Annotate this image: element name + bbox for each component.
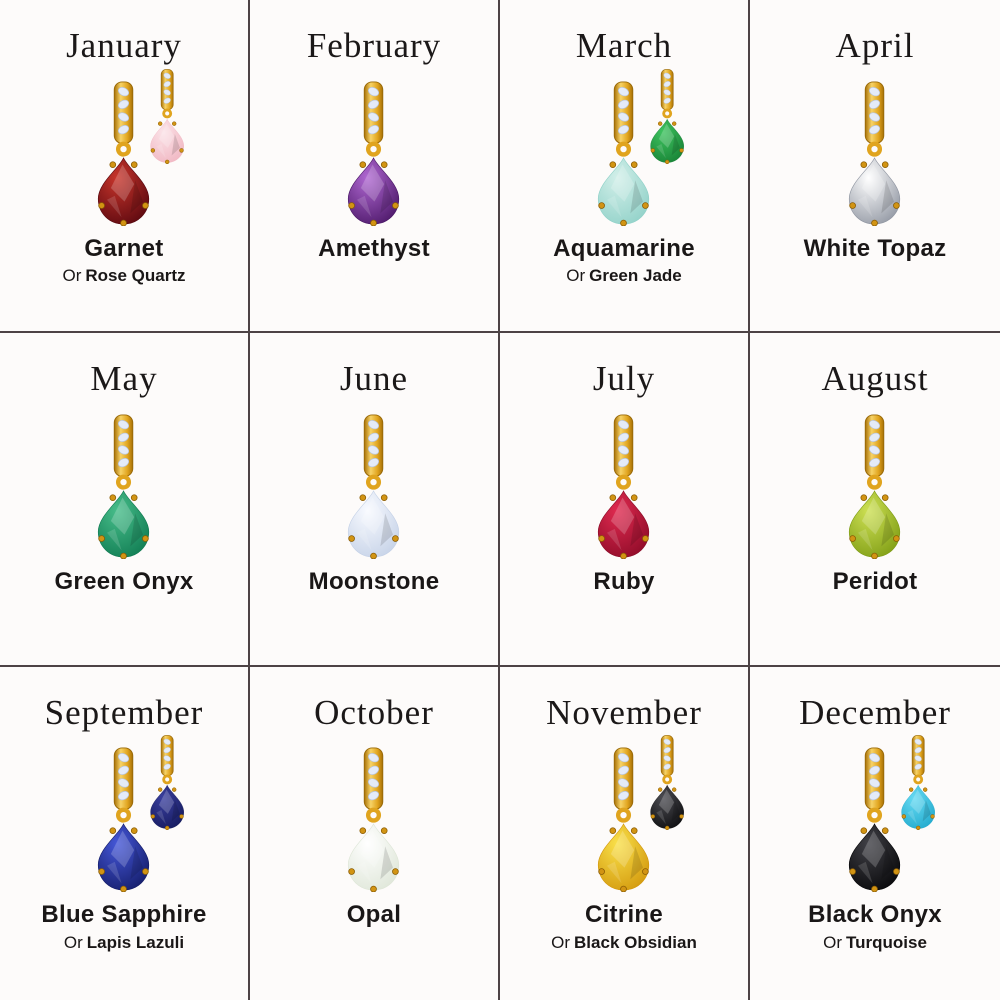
prong xyxy=(872,553,878,559)
prong xyxy=(371,220,377,226)
prong xyxy=(621,220,627,226)
prong xyxy=(110,495,116,501)
prong xyxy=(651,815,655,819)
earring-main xyxy=(335,746,413,892)
prong xyxy=(916,826,920,830)
gold-loop xyxy=(368,477,379,488)
prong xyxy=(850,202,856,208)
green-onyx-earring-graphic xyxy=(85,413,163,559)
gold-loop xyxy=(618,143,629,154)
earring-main xyxy=(335,413,413,559)
prong xyxy=(882,828,888,834)
gem-name: Garnet xyxy=(84,234,164,262)
alt-prefix: Or xyxy=(566,265,586,285)
prong xyxy=(861,161,867,167)
earring-main xyxy=(836,413,914,559)
prong xyxy=(893,535,899,541)
rose-quartz-earring-graphic xyxy=(142,68,193,164)
alt-prefix: Or xyxy=(63,932,83,952)
gem-name: Blue Sapphire xyxy=(41,901,207,929)
prong xyxy=(158,788,162,792)
prong xyxy=(621,886,627,892)
alt-prefix: Or xyxy=(551,932,571,952)
month-title: April xyxy=(835,26,915,65)
month-title: December xyxy=(799,692,951,732)
turquoise-earring-graphic xyxy=(893,734,944,830)
prong xyxy=(360,161,366,167)
gem-name: Green Onyx xyxy=(54,567,194,595)
prong xyxy=(131,828,137,834)
earring-alt xyxy=(642,734,693,830)
gold-loop xyxy=(664,109,671,116)
gem-name: Moonstone xyxy=(308,567,440,595)
earring-art xyxy=(750,740,1000,900)
prong xyxy=(360,495,366,501)
prong xyxy=(882,161,888,167)
gold-loop xyxy=(618,810,629,821)
gem-alternative xyxy=(873,266,877,288)
prong xyxy=(392,535,398,541)
prong xyxy=(599,202,605,208)
prong xyxy=(658,121,662,125)
prong xyxy=(861,828,867,834)
month-title: June xyxy=(339,359,409,399)
prong xyxy=(872,220,878,226)
prong xyxy=(631,495,637,501)
prong xyxy=(349,869,355,875)
gem-alternative xyxy=(551,933,697,955)
prong xyxy=(651,148,655,152)
gold-loop xyxy=(869,477,880,488)
gem-name: Aquamarine xyxy=(553,234,695,262)
gem-alternative xyxy=(566,266,682,288)
prong xyxy=(631,161,637,167)
gem-alternative xyxy=(122,599,126,621)
prong xyxy=(121,553,127,559)
prong xyxy=(893,202,899,208)
opal-earring-graphic xyxy=(335,746,413,892)
earring-art xyxy=(500,740,748,900)
month-cell-june xyxy=(250,333,500,666)
prong xyxy=(165,159,169,163)
prong xyxy=(180,815,184,819)
prong xyxy=(850,535,856,541)
green-jade-earring-graphic xyxy=(642,68,693,164)
earring-art xyxy=(0,740,248,900)
prong xyxy=(371,886,377,892)
month-cell-december xyxy=(750,667,1000,1000)
prong xyxy=(902,815,906,819)
earring-main xyxy=(85,413,163,559)
white-topaz-earring-graphic xyxy=(836,80,914,226)
gold-loop xyxy=(164,109,171,116)
prong xyxy=(642,869,648,875)
gold-loop xyxy=(164,776,171,783)
gold-loop xyxy=(118,810,129,821)
month-title: July xyxy=(592,359,656,399)
alt-prefix: Or xyxy=(62,265,82,285)
prong xyxy=(360,828,366,834)
alt-name: Lapis Lazuli xyxy=(86,932,185,952)
prong xyxy=(110,161,116,167)
prong xyxy=(151,148,155,152)
gem-name: Ruby xyxy=(593,567,655,595)
prong xyxy=(882,495,888,501)
gem-name: White Topaz xyxy=(803,234,947,262)
gold-loop xyxy=(869,143,880,154)
prong xyxy=(121,886,127,892)
gold-loop xyxy=(368,810,379,821)
gem-alternative xyxy=(823,933,927,955)
prong xyxy=(665,159,669,163)
month-title: May xyxy=(90,359,158,399)
month-cell-february xyxy=(250,0,500,333)
month-title: October xyxy=(314,692,434,732)
prong xyxy=(142,202,148,208)
month-cell-july xyxy=(500,333,750,666)
prong xyxy=(642,535,648,541)
prong xyxy=(172,788,176,792)
gold-loop xyxy=(368,143,379,154)
earring-alt xyxy=(893,734,944,830)
alt-name: Turquoise xyxy=(845,932,927,952)
prong xyxy=(909,788,913,792)
prong xyxy=(142,535,148,541)
earring-art xyxy=(750,74,1000,234)
earring-art xyxy=(0,407,248,567)
prong xyxy=(680,815,684,819)
gem-alternative xyxy=(372,933,376,955)
ruby-earring-graphic xyxy=(585,413,663,559)
gem-name: Citrine xyxy=(584,901,664,929)
month-cell-october xyxy=(250,667,500,1000)
gold-loop xyxy=(869,810,880,821)
prong xyxy=(861,495,867,501)
prong xyxy=(680,148,684,152)
prong xyxy=(931,815,935,819)
prong xyxy=(381,828,387,834)
prong xyxy=(850,869,856,875)
gem-name: Amethyst xyxy=(318,234,430,262)
gem-name: Opal xyxy=(346,901,402,929)
gold-loop xyxy=(915,776,922,783)
month-cell-august xyxy=(750,333,1000,666)
earring-art xyxy=(500,407,748,567)
alt-prefix: Or xyxy=(823,932,842,952)
prong xyxy=(131,161,137,167)
prong xyxy=(349,202,355,208)
gem-alternative xyxy=(372,599,376,621)
prong xyxy=(599,869,605,875)
prong xyxy=(131,495,137,501)
prong xyxy=(99,869,105,875)
earring-art xyxy=(500,74,748,234)
prong xyxy=(165,826,169,830)
prong xyxy=(672,788,676,792)
gold-loop xyxy=(664,776,671,783)
prong xyxy=(665,826,669,830)
gold-loop xyxy=(618,477,629,488)
gem-alternative xyxy=(873,599,877,621)
prong xyxy=(158,121,162,125)
prong xyxy=(142,869,148,875)
prong xyxy=(658,788,662,792)
alt-name: Green Jade xyxy=(589,265,682,285)
prong xyxy=(872,886,878,892)
prong xyxy=(893,869,899,875)
moonstone-earring-graphic xyxy=(335,413,413,559)
prong xyxy=(381,495,387,501)
month-cell-september xyxy=(0,667,250,1000)
prong xyxy=(151,815,155,819)
gem-alternative xyxy=(372,266,376,288)
earring-alt xyxy=(642,68,693,164)
gold-loop xyxy=(118,143,129,154)
earring-main xyxy=(335,80,413,226)
prong xyxy=(672,121,676,125)
month-cell-january xyxy=(0,0,250,333)
peridot-earring-graphic xyxy=(836,413,914,559)
alt-name: Rose Quartz xyxy=(85,265,186,285)
earring-art xyxy=(0,74,248,234)
prong xyxy=(599,535,605,541)
prong xyxy=(610,828,616,834)
month-cell-november xyxy=(500,667,750,1000)
prong xyxy=(621,553,627,559)
prong xyxy=(392,869,398,875)
month-title: February xyxy=(306,26,442,65)
black-obsidian-earring-graphic xyxy=(642,734,693,830)
gem-alternative xyxy=(622,599,626,621)
month-title: November xyxy=(546,692,702,732)
gem-alternative xyxy=(62,266,185,288)
alt-name: Black Obsidian xyxy=(574,932,697,952)
earring-art xyxy=(250,74,498,234)
prong xyxy=(923,788,927,792)
month-cell-april xyxy=(750,0,1000,333)
prong xyxy=(99,535,105,541)
month-title: March xyxy=(575,26,673,65)
earring-alt xyxy=(142,734,193,830)
prong xyxy=(121,220,127,226)
month-cell-march xyxy=(500,0,750,333)
prong xyxy=(371,553,377,559)
amethyst-earring-graphic xyxy=(335,80,413,226)
prong xyxy=(610,161,616,167)
prong xyxy=(110,828,116,834)
earring-main xyxy=(585,413,663,559)
gem-name: Black Onyx xyxy=(808,901,942,929)
prong xyxy=(381,161,387,167)
prong xyxy=(349,535,355,541)
prong xyxy=(610,495,616,501)
prong xyxy=(172,121,176,125)
month-title: September xyxy=(44,692,204,732)
gem-name: Peridot xyxy=(832,567,918,595)
month-cell-may xyxy=(0,333,250,666)
prong xyxy=(180,148,184,152)
earring-main xyxy=(836,80,914,226)
lapis-lazuli-earring-graphic xyxy=(142,734,193,830)
prong xyxy=(392,202,398,208)
earring-art xyxy=(750,407,1000,567)
earring-alt xyxy=(142,68,193,164)
earring-art xyxy=(250,740,498,900)
prong xyxy=(642,202,648,208)
gem-alternative xyxy=(64,933,184,955)
month-title: January xyxy=(66,26,182,65)
prong xyxy=(631,828,637,834)
month-title: August xyxy=(821,359,929,399)
prong xyxy=(99,202,105,208)
gold-loop xyxy=(118,477,129,488)
earring-art xyxy=(250,407,498,567)
